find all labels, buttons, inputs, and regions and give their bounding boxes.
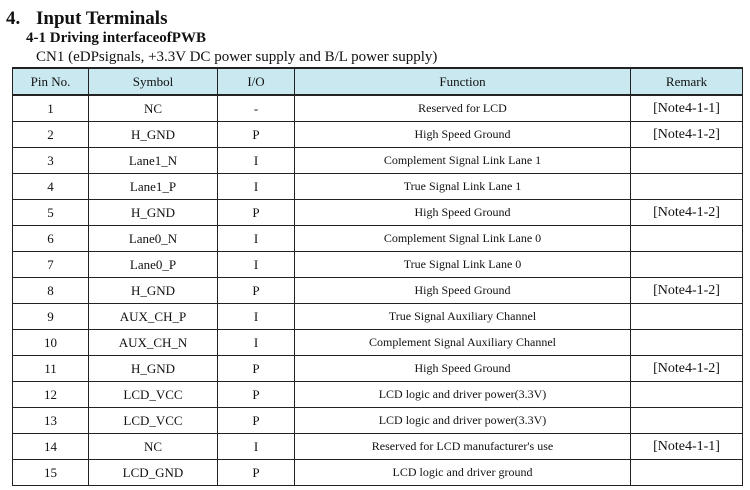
header-pin: Pin No. [13,68,89,95]
symbol-cell: Lane1_N [89,148,218,174]
remark-cell [631,382,743,408]
io-cell: I [218,174,295,200]
pin-cell: 14 [13,434,89,460]
io-cell: P [218,122,295,148]
table-row [13,330,743,356]
function-cell: LCD logic and driver ground [295,460,631,486]
function-cell: Complement Signal Link Lane 0 [295,226,631,252]
table-row [13,148,743,174]
header-symbol: Symbol [89,68,218,95]
io-cell: P [218,200,295,226]
symbol-cell: H_GND [89,200,218,226]
pin-cell: 8 [13,278,89,304]
io-cell: P [218,278,295,304]
symbol-cell: Lane0_P [89,252,218,278]
function-cell: High Speed Ground [295,278,631,304]
function-cell: High Speed Ground [295,200,631,226]
function-cell: High Speed Ground [295,356,631,382]
function-cell: High Speed Ground [295,122,631,148]
table-row [13,278,743,304]
pin-cell: 10 [13,330,89,356]
symbol-cell: NC [89,434,218,460]
table-row [13,304,743,330]
table-row [13,356,743,382]
function-cell: Reserved for LCD manufacturer's use [295,434,631,460]
pin-cell: 3 [13,148,89,174]
symbol-cell: H_GND [89,356,218,382]
remark-cell [631,226,743,252]
function-cell: Reserved for LCD [295,95,631,122]
remark-cell [631,304,743,330]
pin-table [12,67,743,486]
connector-caption: CN1 (eDPsignals, +3.3V DC power supply and B/L power supply) [36,49,438,65]
function-cell: True Signal Auxiliary Channel [295,304,631,330]
function-cell: True Signal Link Lane 0 [295,252,631,278]
symbol-cell: AUX_CH_N [89,330,218,356]
remark-cell [631,174,743,200]
remark-cell: [Note4-1-2] [631,200,743,226]
io-cell: P [218,356,295,382]
table-row [13,95,743,122]
symbol-cell: LCD_VCC [89,382,218,408]
io-cell: - [218,95,295,122]
io-cell: I [218,148,295,174]
table-row [13,200,743,226]
io-cell: I [218,252,295,278]
pin-cell: 13 [13,408,89,434]
symbol-cell: Lane0_N [89,226,218,252]
pin-cell: 7 [13,252,89,278]
remark-cell: [Note4-1-1] [631,95,743,122]
remark-cell: [Note4-1-1] [631,434,743,460]
symbol-cell: LCD_VCC [89,408,218,434]
function-cell: Complement Signal Auxiliary Channel [295,330,631,356]
function-cell: LCD logic and driver power(3.3V) [295,382,631,408]
remark-cell [631,460,743,486]
function-cell: Complement Signal Link Lane 1 [295,148,631,174]
remark-cell [631,148,743,174]
pin-cell: 15 [13,460,89,486]
remark-cell [631,408,743,434]
symbol-cell: NC [89,95,218,122]
section-heading [6,8,167,30]
table-row [13,252,743,278]
header-io: I/O [218,68,295,95]
pin-cell: 4 [13,174,89,200]
pin-cell: 12 [13,382,89,408]
remark-cell [631,252,743,278]
table-row [13,122,743,148]
header-remark: Remark [631,68,743,95]
section-number: 4. [6,8,21,29]
symbol-cell: LCD_GND [89,460,218,486]
pin-cell: 9 [13,304,89,330]
remark-cell: [Note4-1-2] [631,122,743,148]
symbol-cell: H_GND [89,278,218,304]
function-cell: LCD logic and driver power(3.3V) [295,408,631,434]
symbol-cell: Lane1_P [89,174,218,200]
io-cell: P [218,460,295,486]
pin-cell: 1 [13,95,89,122]
section-title: Input Terminals [36,8,168,29]
symbol-cell: AUX_CH_P [89,304,218,330]
remark-cell: [Note4-1-2] [631,278,743,304]
pin-cell: 6 [13,226,89,252]
table-body [13,95,743,486]
table-row [13,434,743,460]
function-cell: True Signal Link Lane 1 [295,174,631,200]
io-cell: I [218,304,295,330]
table-row [13,382,743,408]
io-cell: P [218,408,295,434]
pin-cell: 5 [13,200,89,226]
pin-cell: 11 [13,356,89,382]
table-header-row [13,68,743,95]
table-row [13,408,743,434]
header-function: Function [295,68,631,95]
io-cell: I [218,226,295,252]
subsection-heading: 4-1 Driving interfaceofPWB [26,30,206,46]
remark-cell [631,330,743,356]
table-row [13,174,743,200]
pin-cell: 2 [13,122,89,148]
table-row [13,226,743,252]
io-cell: P [218,382,295,408]
remark-cell: [Note4-1-2] [631,356,743,382]
io-cell: I [218,330,295,356]
table-row [13,460,743,486]
io-cell: I [218,434,295,460]
symbol-cell: H_GND [89,122,218,148]
